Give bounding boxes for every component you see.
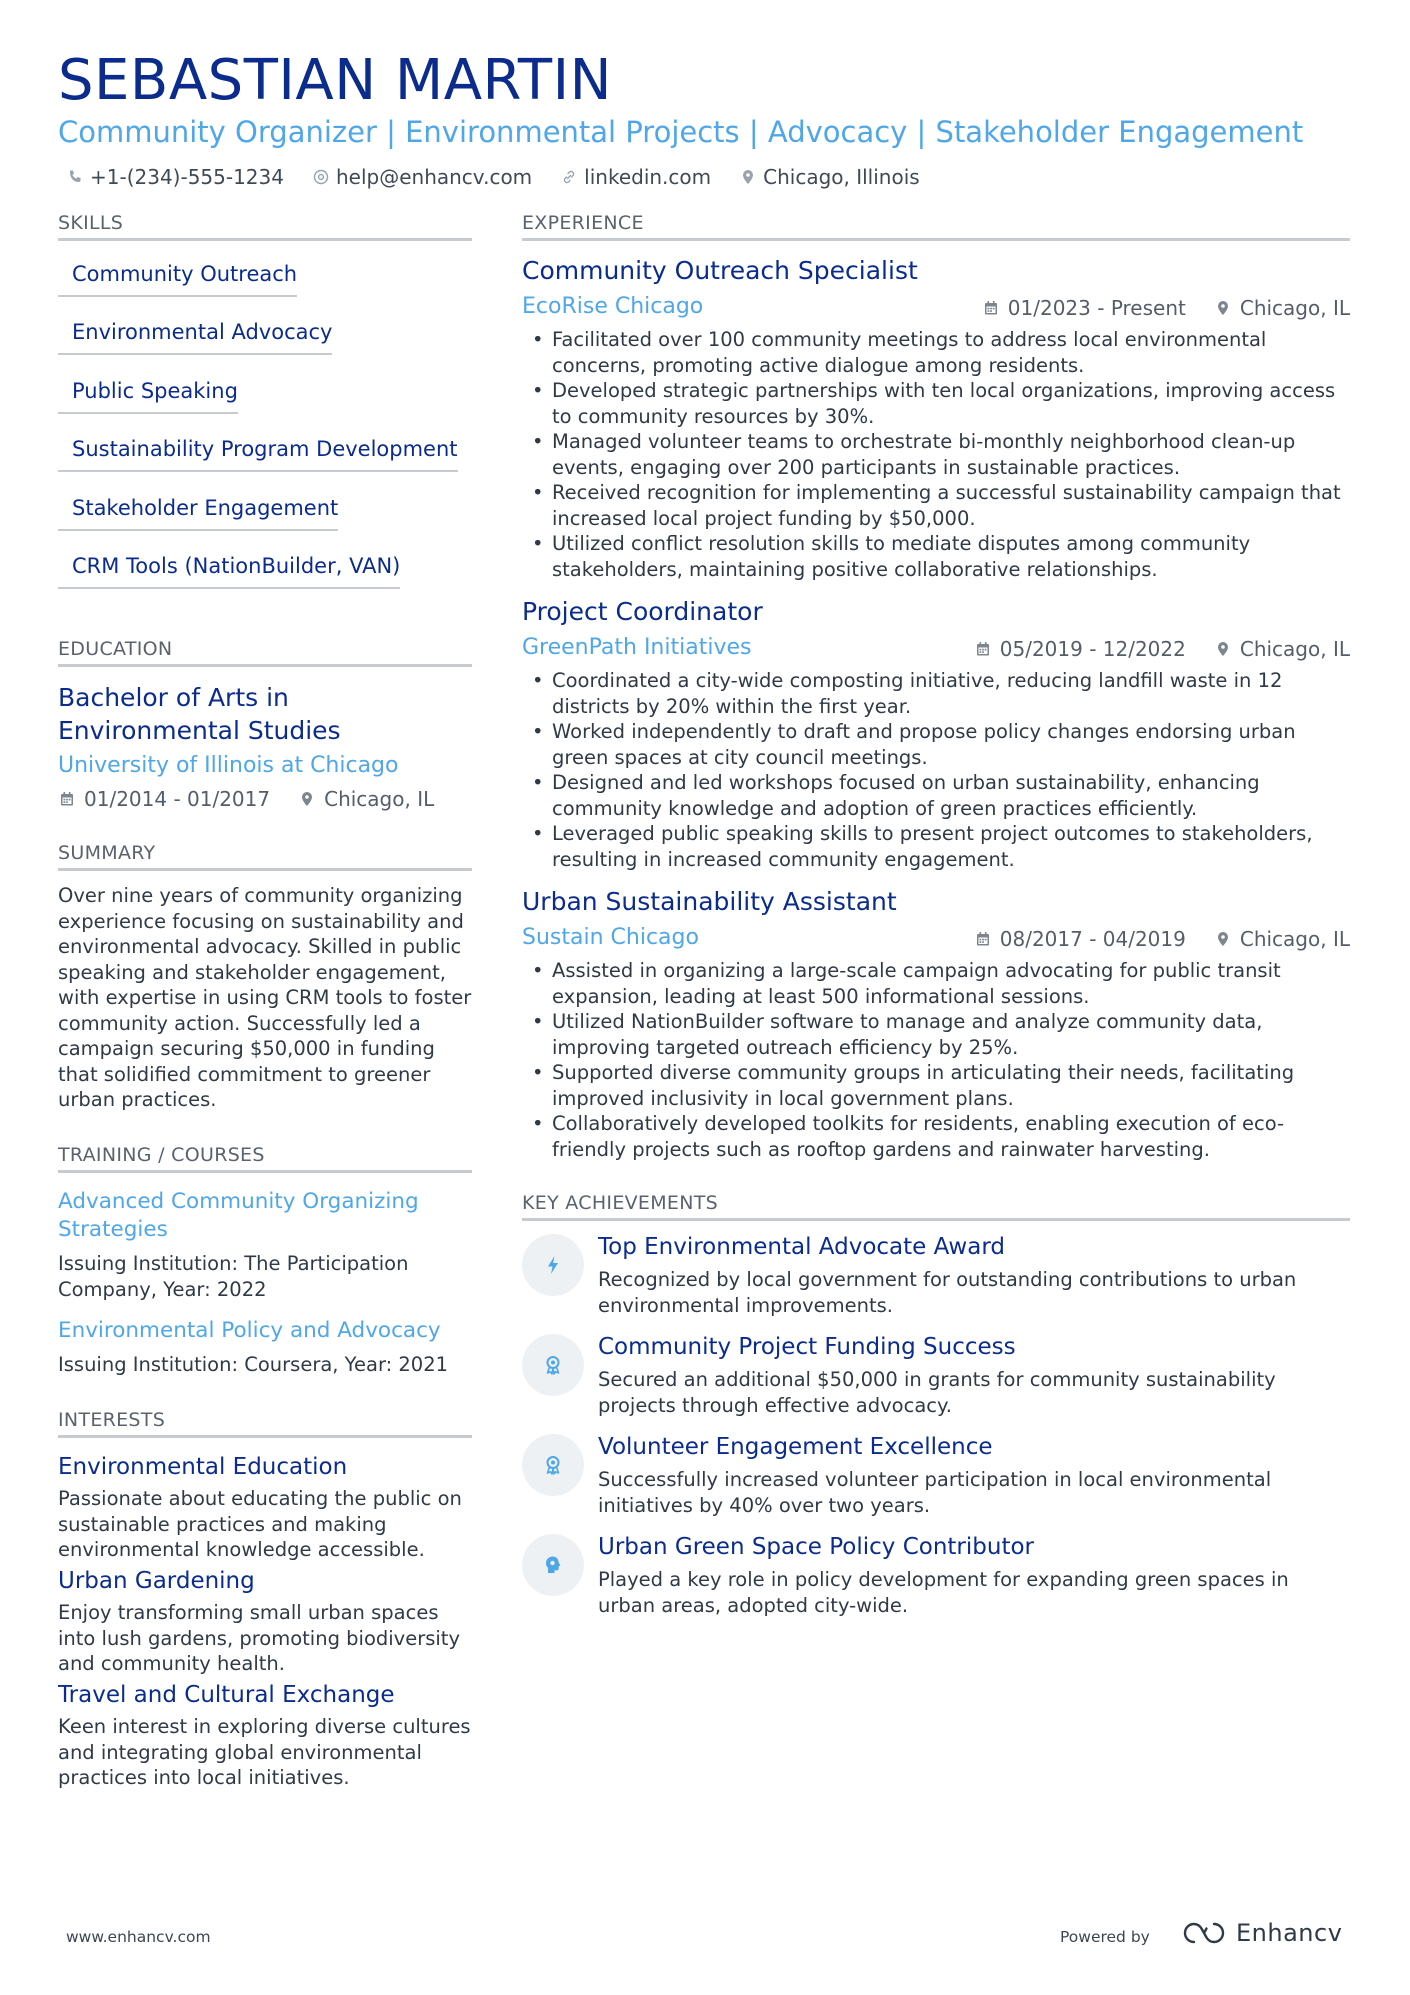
achievement-title: Top Environmental Advocate Award [598, 1234, 1005, 1260]
interest-title: Environmental Education [58, 1454, 348, 1480]
achievement-description: Successfully increased volunteer participation in local environmental initiatives by 40% over two years. [598, 1468, 1272, 1517]
footer-website[interactable]: www.enhancv.com [66, 1928, 211, 1946]
achievement-description: Secured an additional $50,000 in grants for community sustainability projects through effective advocacy. [598, 1368, 1276, 1417]
job-title: Project Coordinator [522, 597, 763, 626]
candidate-name: SEBASTIAN MARTIN [58, 48, 612, 113]
education-divider [58, 664, 472, 667]
calendar-icon [974, 640, 992, 658]
job-dates: 05/2019 - 12/2022 [999, 637, 1186, 661]
contact-phone[interactable] [66, 165, 284, 189]
at-icon [312, 168, 330, 186]
contact-location [739, 165, 920, 189]
training-section-title: TRAINING / COURSES [58, 1144, 265, 1166]
job-title: Community Outreach Specialist [522, 256, 918, 285]
education-dates: 01/2014 - 01/2017 [84, 787, 271, 811]
award-ribbon-icon [522, 1434, 584, 1496]
job-bullet: • Utilized NationBuilder software to manage and analyze community data, improving targeted outreach efficiency by 25%. [532, 1009, 1352, 1060]
achievements-divider [522, 1218, 1350, 1221]
education-location: Chicago, IL [324, 787, 435, 811]
achievement-title: Volunteer Engagement Excellence [598, 1434, 993, 1460]
award-ribbon-icon [522, 1334, 584, 1396]
link-icon [560, 168, 578, 186]
job-meta [974, 637, 1350, 661]
education-section-title: EDUCATION [58, 638, 173, 660]
summary-section-title: SUMMARY [58, 842, 156, 864]
lightning-icon [522, 1234, 584, 1296]
job-dates: 01/2023 - Present [1007, 296, 1186, 320]
contact-linkedin-text: linkedin.com [584, 165, 712, 189]
contact-phone-text: +1-(234)-555-1234 [90, 165, 284, 189]
course-title: Advanced Community Organizing Strategies [58, 1189, 419, 1242]
head-idea-icon [522, 1534, 584, 1596]
interest-description: Enjoy transforming small urban spaces into lush gardens, promoting biodiversity and community health. [58, 1601, 460, 1675]
job-bullet: • Supported diverse community groups in articulating their needs, facilitating improved inclusivity in local government plans. [532, 1060, 1352, 1111]
experience-section-title: EXPERIENCE [522, 212, 644, 234]
job-bullet: • Assisted in organizing a large-scale campaign advocating for public transit expansion, leading at least 500 informational sessions. [532, 958, 1352, 1009]
contact-email[interactable] [312, 165, 532, 189]
brand-logo[interactable] [1180, 1918, 1342, 1948]
calendar-icon [58, 790, 76, 808]
enhancv-logo-icon [1180, 1918, 1228, 1948]
job-location: Chicago, IL [1239, 637, 1350, 661]
job-company: EcoRise Chicago [522, 294, 704, 319]
location-icon [1214, 930, 1232, 948]
job-location: Chicago, IL [1239, 927, 1350, 951]
achievement-description: Played a key role in policy development for expanding green spaces in urban areas, adopted city-wide. [598, 1568, 1289, 1617]
job-bullet: • Leveraged public speaking skills to present project outcomes to stakeholders, resulting in increased community engagement. [532, 821, 1352, 872]
job-location: Chicago, IL [1239, 296, 1350, 320]
achievement-description: Recognized by local government for outstanding contributions to urban environmental improvements. [598, 1268, 1297, 1317]
calendar-icon [982, 299, 1000, 317]
achievement-title: Urban Green Space Policy Contributor [598, 1534, 1035, 1560]
job-bullet: • Managed volunteer teams to orchestrate bi-monthly neighborhood clean-up events, engaging over 200 participants in sustainable practices. [532, 429, 1352, 480]
skill-tag: Community Outreach [58, 257, 297, 297]
phone-icon [66, 168, 84, 186]
location-icon [1214, 640, 1232, 658]
job-bullets [532, 668, 1352, 872]
job-dates: 08/2017 - 04/2019 [999, 927, 1186, 951]
job-title: Urban Sustainability Assistant [522, 887, 897, 916]
achievements-section-title: KEY ACHIEVEMENTS [522, 1192, 719, 1214]
experience-divider [522, 238, 1350, 241]
interest-title: Urban Gardening [58, 1568, 255, 1594]
skill-tag: CRM Tools (NationBuilder, VAN) [58, 549, 400, 589]
skill-tag: Public Speaking [58, 374, 238, 414]
interests-divider [58, 1435, 472, 1438]
job-bullet: • Worked independently to draft and propose policy changes endorsing urban green spaces at city council meetings. [532, 719, 1352, 770]
course-description: Issuing Institution: The Participation Company, Year: 2022 [58, 1252, 409, 1301]
interests-section-title: INTERESTS [58, 1409, 166, 1431]
skill-tag: Environmental Advocacy [58, 315, 332, 355]
contact-linkedin[interactable] [560, 165, 711, 189]
skill-tag: Sustainability Program Development [58, 432, 458, 472]
job-company: Sustain Chicago [522, 925, 699, 950]
job-bullet: • Received recognition for implementing a successful sustainability campaign that increased local project funding by $50,000. [532, 480, 1352, 531]
location-icon [298, 790, 316, 808]
job-bullets [532, 327, 1352, 582]
skills-section-title: SKILLS [58, 212, 124, 234]
summary-text: Over nine years of community organizing experience focusing on sustainability and environmental advocacy. Skilled in public speaking and stakeholder engagement, with expertise in using CRM tools to foster community action. Successfully led a campaign securing $50,000 in funding that solidified commitment to greener urban practices. [58, 884, 472, 1111]
footer-powered-by: Powered by [1060, 1928, 1150, 1946]
brand-name: Enhancv [1236, 1919, 1343, 1947]
skill-tag: Stakeholder Engagement [58, 491, 338, 531]
contact-location-text: Chicago, Illinois [763, 165, 920, 189]
education-meta [58, 787, 434, 811]
achievement-title: Community Project Funding Success [598, 1334, 1016, 1360]
training-divider [58, 1170, 472, 1173]
job-meta [974, 927, 1350, 951]
job-bullet: • Developed strategic partnerships with ten local organizations, improving access to community resources by 30%. [532, 378, 1352, 429]
summary-divider [58, 868, 472, 871]
interest-description: Passionate about educating the public on sustainable practices and making environmental knowledge accessible. [58, 1487, 462, 1561]
location-icon [739, 168, 757, 186]
location-icon [1214, 299, 1232, 317]
job-bullet: • Collaboratively developed toolkits for residents, enabling execution of eco-friendly projects such as rooftop gardens and rainwater harvesting. [532, 1111, 1352, 1162]
job-bullet: • Coordinated a city-wide composting initiative, reducing landfill waste in 12 districts by 20% within the first year. [532, 668, 1352, 719]
contact-email-text: help@enhancv.com [335, 165, 533, 189]
job-bullet: • Facilitated over 100 community meetings to address local environmental concerns, promoting active dialogue among residents. [532, 327, 1352, 378]
course-description: Issuing Institution: Coursera, Year: 2021 [58, 1353, 449, 1376]
course-title: Environmental Policy and Advocacy [58, 1318, 441, 1343]
skills-divider [58, 238, 472, 241]
candidate-headline: Community Organizer | Environmental Projects | Advocacy | Stakeholder Engagement [58, 115, 1304, 149]
job-meta [982, 296, 1350, 320]
job-bullet: • Utilized conflict resolution skills to mediate disputes among community stakeholders, maintaining positive collaborative relationships. [532, 531, 1352, 582]
job-bullet: • Designed and led workshops focused on urban sustainability, enhancing community knowledge and adoption of green practices efficiently. [532, 770, 1352, 821]
calendar-icon [974, 930, 992, 948]
job-company: GreenPath Initiatives [522, 635, 752, 660]
contact-bar [66, 161, 948, 193]
education-degree: Bachelor of Arts in Environmental Studies [58, 683, 341, 745]
interest-description: Keen interest in exploring diverse cultures and integrating global environmental practices into local initiatives. [58, 1715, 471, 1789]
interest-title: Travel and Cultural Exchange [58, 1682, 395, 1708]
job-bullets [532, 958, 1352, 1162]
education-school: University of Illinois at Chicago [58, 753, 399, 778]
